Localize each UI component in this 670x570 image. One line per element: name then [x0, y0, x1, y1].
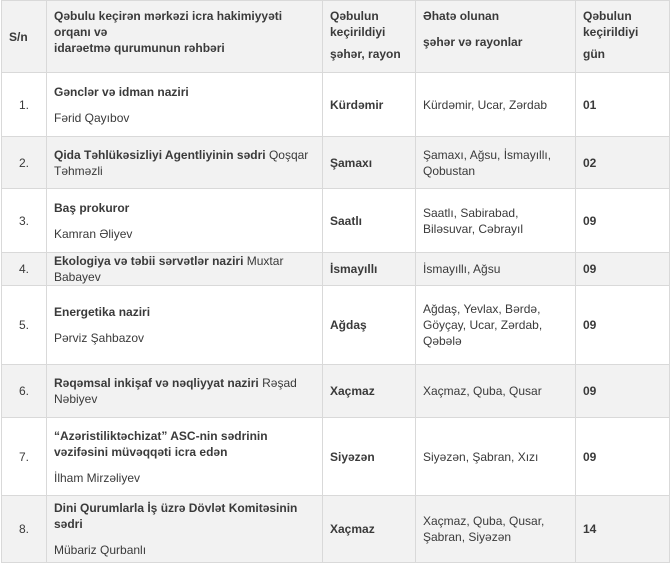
official-name: İlham Mirzəliyev	[54, 470, 141, 485]
covered-areas: Ağdaş, Yevlax, Bərdə, Göyçay, Ucar, Zərdab, Qəbələ	[416, 286, 576, 365]
header-venue	[323, 1, 416, 73]
table-row	[2, 496, 670, 563]
table-header	[2, 1, 670, 73]
row-number: 2.	[2, 137, 47, 189]
table-row	[2, 286, 670, 365]
official-name: Qoşqar Təhməzli	[54, 147, 309, 178]
venue-city: Xaçmaz	[323, 496, 416, 563]
official-cell	[47, 286, 323, 365]
header-venue-line3: şəhər, rayon	[330, 47, 401, 61]
row-number: 6.	[2, 365, 47, 418]
header-official-line2: idarəetmə qurumunun rəhbəri	[54, 41, 225, 55]
row-number: 3.	[2, 189, 47, 253]
reception-schedule-table	[1, 0, 670, 563]
venue-city: İsmayıllı	[323, 253, 416, 286]
venue-city: Kürdəmir	[323, 73, 416, 137]
official-role: Qida Təhlükəsizliyi Agentliyinin sədri	[54, 147, 266, 162]
official-cell	[47, 418, 323, 496]
reception-day: 09	[576, 365, 670, 418]
table-row	[2, 418, 670, 496]
reception-day: 01	[576, 73, 670, 137]
covered-areas: Saatlı, Sabirabad, Biləsuvar, Cəbrayıl	[416, 189, 576, 253]
table-row	[2, 365, 670, 418]
reception-day: 02	[576, 137, 670, 189]
venue-city: Şamaxı	[323, 137, 416, 189]
covered-areas: Siyəzən, Şabran, Xızı	[416, 418, 576, 496]
official-role: “Azəristiliktəchizat” ASC-nin sədrinin vəzifəsini müvəqqəti icra edən	[54, 428, 268, 459]
table-row	[2, 253, 670, 286]
official-role: Rəqəmsal inkişaf və nəqliyyat naziri	[54, 376, 259, 390]
venue-city: Saatlı	[323, 189, 416, 253]
official-name: Pərviz Şahbazov	[54, 331, 145, 345]
official-role: Baş prokuror	[54, 200, 130, 215]
table-row	[2, 189, 670, 253]
header-day-line1: Qəbulun	[583, 9, 632, 23]
covered-areas: Xaçmaz, Quba, Qusar	[416, 365, 576, 418]
venue-city: Siyəzən	[323, 418, 416, 496]
row-number: 8.	[2, 496, 47, 563]
official-role: Gənclər və idman naziri	[54, 84, 189, 99]
header-venue-line2: keçirildiyi	[330, 25, 386, 39]
covered-areas: Xaçmaz, Quba, Qusar, Şabran, Siyəzən	[416, 496, 576, 563]
header-day-line2: keçirildiyi	[583, 25, 639, 39]
reception-day: 09	[576, 286, 670, 365]
official-role: Energetika naziri	[54, 305, 151, 319]
official-cell	[47, 496, 323, 563]
header-day	[576, 1, 670, 73]
reception-day: 09	[576, 253, 670, 286]
header-covered-line1: Əhatə olunan	[423, 9, 500, 23]
header-sn: S/n	[2, 1, 47, 73]
covered-areas: Kürdəmir, Ucar, Zərdab	[416, 73, 576, 137]
header-official-line1: Qəbulu keçirən mərkəzi icra hakimiyyəti orqanı və	[54, 9, 283, 39]
official-name: Mübariz Qurbanlı	[54, 543, 147, 557]
reception-day: 09	[576, 418, 670, 496]
venue-city: Xaçmaz	[323, 365, 416, 418]
official-role: Ekologiya və təbii sərvətlər naziri	[54, 254, 244, 268]
reception-day: 14	[576, 496, 670, 563]
official-cell	[47, 73, 323, 137]
venue-city: Ağdaş	[323, 286, 416, 365]
row-number: 5.	[2, 286, 47, 365]
table-row	[2, 137, 670, 189]
official-cell	[47, 189, 323, 253]
table-body	[2, 73, 670, 563]
row-number: 7.	[2, 418, 47, 496]
official-name: Fərid Qayıbov	[54, 110, 130, 125]
reception-day: 09	[576, 189, 670, 253]
header-covered	[416, 1, 576, 73]
official-cell	[47, 137, 323, 189]
official-cell	[47, 253, 323, 286]
official-name: Rəşad Nəbiyev	[54, 376, 297, 406]
header-venue-line1: Qəbulun	[330, 9, 379, 23]
official-name: Muxtar Babayev	[54, 254, 284, 284]
covered-areas: Şamaxı, Ağsu, İsmayıllı, Qobustan	[416, 137, 576, 189]
official-role: Dini Qurumlarla İş üzrə Dövlət Komitəsinin sədri	[54, 501, 298, 531]
official-name: Kamran Əliyev	[54, 226, 133, 241]
header-covered-line2: şəhər və rayonlar	[423, 35, 523, 49]
row-number: 4.	[2, 253, 47, 286]
official-cell	[47, 365, 323, 418]
header-row	[2, 1, 670, 73]
covered-areas: İsmayıllı, Ağsu	[416, 253, 576, 286]
row-number: 1.	[2, 73, 47, 137]
table-row	[2, 73, 670, 137]
header-day-line3: gün	[583, 47, 605, 61]
header-official	[47, 1, 323, 73]
